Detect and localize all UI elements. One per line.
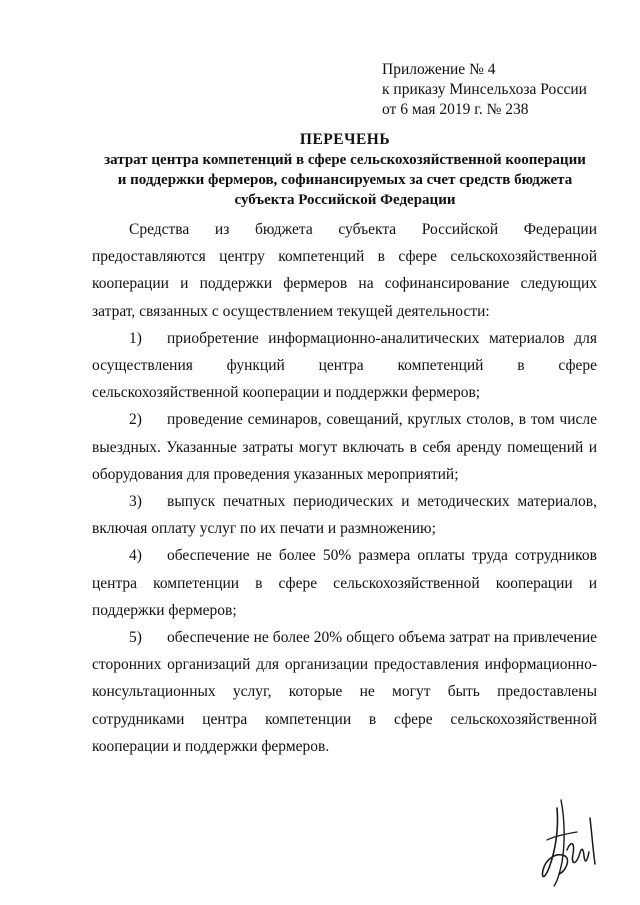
- intro-paragraph: Средства из бюджета субъекта Российской Федерации предоставляются центру компетенций в сфере сельскохозяйственной кооперации и поддержки фермеров на софинансирование следующих затрат, связанных с осуществлением текущей деятельности:: [92, 221, 597, 320]
- item-text: выпуск печатных периодических и методических материалов, включая оплату услуг по их печати и размножению;: [92, 493, 597, 538]
- item-text: обеспечение не более 20% общего объема затрат на привлечение сторонних организаций для организации предоставления информационно-консультационных услуг, которые не могут быть предоставлены сотрудниками центра компетенции в сфере сельскохозяйственной кооперации и поддержки фермеров.: [92, 629, 597, 755]
- list-item-1: [92, 325, 597, 407]
- item-number: 1): [129, 329, 142, 347]
- document-title: [60, 130, 630, 210]
- item-number: 2): [129, 411, 142, 429]
- handwritten-signature: [535, 790, 605, 890]
- item-number: 3): [129, 493, 142, 511]
- annex-order-ref: к приказу Минсельхоза России: [382, 81, 587, 98]
- item-number: 5): [129, 629, 142, 647]
- title-line-2: и поддержки фермеров, софинансируемых за счет средств бюджета: [117, 172, 573, 188]
- title-line-3: субъекта Российской Федерации: [234, 192, 456, 208]
- document-body: [92, 216, 597, 760]
- item-text: обеспечение не более 50% размера оплаты труда сотрудников центра компетенции в сфере сельскохозяйственной кооперации и поддержки фермеров;: [92, 547, 597, 619]
- list-item-3: [92, 488, 597, 542]
- title-line-1: затрат центра компетенций в сфере сельскохозяйственной кооперации: [104, 152, 586, 168]
- annex-number: Приложение № 4: [382, 61, 496, 78]
- list-item-5: [92, 624, 597, 760]
- annex-order-date: от 6 мая 2019 г. № 238: [382, 101, 529, 118]
- item-text: проведение семинаров, совещаний, круглых столов, в том числе выездных. Указанные затраты могут включать в себя аренду помещений и оборудования для проведения указанных мероприятий;: [92, 411, 597, 483]
- title-heading: ПЕРЕЧЕНЬ: [299, 131, 391, 148]
- list-item-2: [92, 406, 597, 488]
- item-number: 4): [129, 547, 142, 565]
- annex-header: [382, 60, 587, 120]
- list-item-4: [92, 542, 597, 624]
- item-text: приобретение информационно-аналитических материалов для осуществления функций центра компетенций в сфере сельскохозяйственной кооперации и поддержки фермеров;: [92, 329, 597, 402]
